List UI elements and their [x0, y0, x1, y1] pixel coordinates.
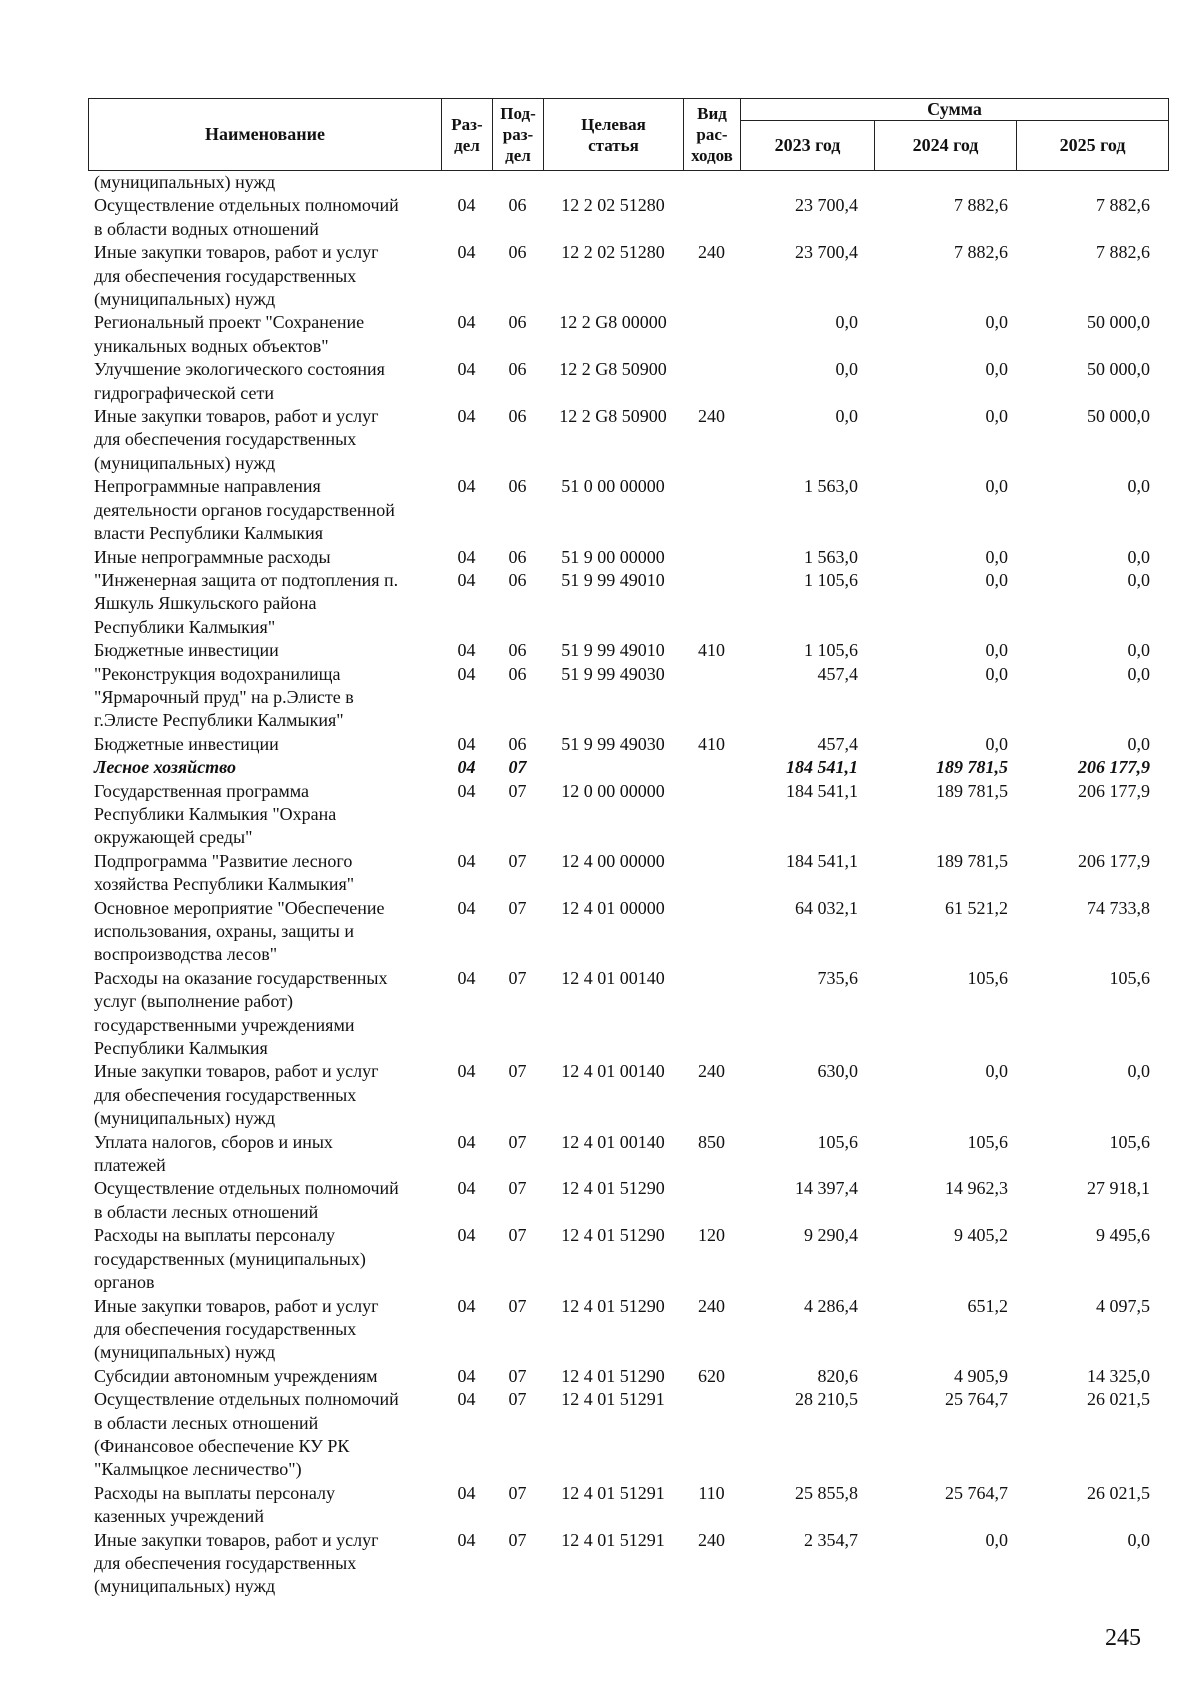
- cell-2023: 64 032,1: [795, 897, 858, 918]
- cell-2024: 651,2: [967, 1295, 1008, 1316]
- cell-podrazdel: 07: [508, 1295, 527, 1316]
- cell-tselevaya: 51 0 00 00000: [561, 476, 665, 497]
- cell-name-line: Субсидии автономным учреждениям: [94, 1365, 378, 1386]
- cell-podrazdel: 07: [508, 757, 527, 778]
- cell-tselevaya: 12 4 01 51290: [561, 1365, 665, 1386]
- cell-2025: 0,0: [1127, 1061, 1150, 1082]
- cell-name-line: Лесное хозяйство: [94, 757, 236, 778]
- cell-vid: 240: [698, 1529, 725, 1550]
- table-row: [88, 1177, 1168, 1224]
- cell-2025: 14 325,0: [1087, 1365, 1150, 1386]
- cell-name: [88, 1224, 441, 1294]
- cell-vid: 120: [698, 1225, 725, 1246]
- header-year-2023: 2023 год: [741, 121, 875, 171]
- cell-name-line: Яшкуль Яшкульского района: [94, 593, 317, 614]
- cell-name: [88, 1131, 441, 1178]
- cell-2024: 105,6: [967, 967, 1008, 988]
- cell-vid: 410: [698, 733, 725, 754]
- cell-name: [88, 1482, 441, 1529]
- cell-razdel: 04: [457, 757, 476, 778]
- table-row: [88, 475, 1168, 545]
- cell-2024: 7 882,6: [954, 242, 1008, 263]
- cell-podrazdel: 06: [508, 569, 527, 590]
- cell-name-line: Республики Калмыкия "Охрана: [94, 803, 337, 824]
- table-row: [88, 733, 1168, 756]
- cell-name-line: (муниципальных) нужд: [94, 1342, 276, 1363]
- cell-name-line: Расходы на оказание государственных: [94, 967, 388, 988]
- cell-podrazdel: 06: [508, 242, 527, 263]
- cell-2025: 9 495,6: [1096, 1225, 1150, 1246]
- cell-vid: 240: [698, 242, 725, 263]
- cell-podrazdel: 06: [508, 663, 527, 684]
- cell-razdel: 04: [457, 733, 476, 754]
- cell-tselevaya: 12 2 G8 50900: [559, 359, 667, 380]
- cell-2023: 0,0: [835, 312, 858, 333]
- header-tselevaya: [544, 99, 684, 171]
- cell-name-line: в области лесных отношений: [94, 1201, 319, 1222]
- cell-2025: 74 733,8: [1087, 897, 1150, 918]
- cell-2023: 735,6: [817, 967, 858, 988]
- table-row: [88, 358, 1168, 405]
- cell-2024: 0,0: [985, 359, 1008, 380]
- cell-name-line: Бюджетные инвестиции: [94, 640, 279, 661]
- cell-vid: 850: [698, 1131, 725, 1152]
- cell-tselevaya: 51 9 99 49010: [561, 640, 665, 661]
- cell-razdel: 04: [457, 476, 476, 497]
- cell-tselevaya: 12 4 01 51290: [561, 1225, 665, 1246]
- table-row: [88, 663, 1168, 733]
- cell-name: [88, 405, 441, 475]
- header-year-2025: 2025 год: [1017, 121, 1169, 171]
- table-row: [88, 897, 1168, 967]
- header-year-2024: 2024 год: [875, 121, 1017, 171]
- cell-podrazdel: 06: [508, 359, 527, 380]
- table-row: [88, 780, 1168, 850]
- cell-name-line: "Реконструкция водохранилища: [94, 663, 341, 684]
- cell-name-line: "Ярмарочный пруд" на р.Элисте в: [94, 686, 354, 707]
- cell-name-line: (муниципальных) нужд: [94, 1576, 276, 1597]
- cell-name: [88, 850, 441, 897]
- cell-razdel: 04: [457, 1365, 476, 1386]
- cell-2024: 0,0: [985, 476, 1008, 497]
- header-podrazdel-line: дел: [505, 146, 531, 165]
- cell-name-line: государственных (муниципальных): [94, 1248, 366, 1269]
- table-row: [88, 171, 1168, 194]
- cell-2023: 457,4: [817, 663, 858, 684]
- cell-razdel: 04: [457, 312, 476, 333]
- cell-name: [88, 194, 441, 241]
- cell-tselevaya: 12 4 01 51291: [561, 1389, 665, 1410]
- cell-2023: 457,4: [817, 733, 858, 754]
- cell-name-line: уникальных водных объектов": [94, 335, 329, 356]
- cell-podrazdel: 07: [508, 1389, 527, 1410]
- cell-name-line: Уплата налогов, сборов и иных: [94, 1131, 333, 1152]
- cell-razdel: 04: [457, 1178, 476, 1199]
- cell-tselevaya: 12 2 02 51280: [561, 242, 665, 263]
- cell-razdel: 04: [457, 1225, 476, 1246]
- table-row: [88, 546, 1168, 569]
- header-razdel-line: Раз-: [451, 114, 483, 134]
- cell-podrazdel: 07: [508, 1178, 527, 1199]
- cell-2023: 184 541,1: [786, 780, 858, 801]
- header-vid-line: ходов: [691, 146, 733, 165]
- cell-name-line: в области водных отношений: [94, 218, 319, 239]
- cell-2024: 0,0: [985, 312, 1008, 333]
- table-row: [88, 1529, 1168, 1599]
- table-row: [88, 1224, 1168, 1294]
- cell-name-line: услуг (выполнение работ): [94, 991, 293, 1012]
- cell-name: [88, 967, 441, 1061]
- table-row: [88, 756, 1168, 779]
- cell-name: [88, 1177, 441, 1224]
- cell-2023: 1 563,0: [804, 476, 858, 497]
- table-row: [88, 1131, 1168, 1178]
- cell-2024: 4 905,9: [954, 1365, 1008, 1386]
- cell-name-line: для обеспечения государственных: [94, 429, 357, 450]
- cell-name-line: воспроизводства лесов": [94, 944, 278, 965]
- header-tselevaya-line: Целевая: [581, 114, 646, 134]
- cell-name-line: органов: [94, 1272, 155, 1293]
- cell-2023: 105,6: [817, 1131, 858, 1152]
- cell-name-line: Осуществление отдельных полномочий: [94, 1178, 399, 1199]
- cell-name: [88, 1388, 441, 1482]
- table-row: [88, 1060, 1168, 1130]
- cell-2023: 28 210,5: [795, 1389, 858, 1410]
- cell-name-line: Иные закупки товаров, работ и услуг: [94, 1295, 379, 1316]
- cell-razdel: 04: [457, 1061, 476, 1082]
- cell-name-line: "Калмыцкое лесничество"): [94, 1459, 302, 1480]
- cell-name-line: Непрограммные направления: [94, 476, 321, 497]
- cell-name: [88, 780, 441, 850]
- cell-2024: 105,6: [967, 1131, 1008, 1152]
- cell-2025: 50 000,0: [1087, 312, 1150, 333]
- cell-2023: 23 700,4: [795, 195, 858, 216]
- cell-razdel: 04: [457, 1389, 476, 1410]
- cell-2024: 0,0: [985, 640, 1008, 661]
- cell-name-line: использования, охраны, защиты и: [94, 921, 354, 941]
- cell-2025: 26 021,5: [1087, 1482, 1150, 1503]
- cell-2023: 184 541,1: [786, 850, 858, 871]
- cell-2023: 630,0: [817, 1061, 858, 1082]
- cell-name-line: для обеспечения государственных: [94, 1318, 357, 1339]
- cell-razdel: 04: [457, 850, 476, 871]
- cell-2025: 0,0: [1127, 733, 1150, 754]
- cell-2023: 9 290,4: [804, 1225, 858, 1246]
- cell-2025: 0,0: [1127, 663, 1150, 684]
- table-row: [88, 569, 1168, 639]
- cell-name-line: Расходы на выплаты персоналу: [94, 1225, 335, 1246]
- cell-2025: 206 177,9: [1078, 850, 1150, 871]
- header-razdel: [442, 99, 493, 171]
- cell-name-line: Иные закупки товаров, работ и услуг: [94, 1529, 379, 1550]
- cell-name: [88, 569, 441, 639]
- cell-tselevaya: 12 4 01 00140: [561, 1061, 665, 1082]
- table-row: [88, 241, 1168, 311]
- cell-podrazdel: 07: [508, 1061, 527, 1082]
- cell-2024: 25 764,7: [945, 1482, 1008, 1503]
- cell-podrazdel: 06: [508, 406, 527, 427]
- cell-name-line: Региональный проект "Сохранение: [94, 312, 365, 333]
- cell-tselevaya: 12 2 G8 50900: [559, 406, 667, 427]
- cell-razdel: 04: [457, 359, 476, 380]
- cell-podrazdel: 07: [508, 1131, 527, 1152]
- cell-razdel: 04: [457, 1529, 476, 1550]
- cell-2025: 105,6: [1109, 967, 1150, 988]
- cell-name-line: г.Элисте Республики Калмыкия": [94, 710, 344, 731]
- cell-name-line: Улучшение экологического состояния: [94, 359, 385, 380]
- cell-vid: 620: [698, 1365, 725, 1386]
- table-row: [88, 1365, 1168, 1388]
- cell-name: [88, 311, 441, 358]
- cell-2025: 4 097,5: [1096, 1295, 1150, 1316]
- cell-name-line: (муниципальных) нужд: [94, 172, 276, 192]
- cell-2025: 27 918,1: [1087, 1178, 1150, 1199]
- cell-2023: 23 700,4: [795, 242, 858, 263]
- cell-name: [88, 1060, 441, 1130]
- cell-name-line: хозяйства Республики Калмыкия": [94, 874, 355, 895]
- cell-name-line: Осуществление отдельных полномочий: [94, 1389, 399, 1410]
- cell-name-line: (муниципальных) нужд: [94, 1108, 276, 1129]
- cell-name-line: в области лесных отношений: [94, 1412, 319, 1433]
- cell-razdel: 04: [457, 242, 476, 263]
- cell-tselevaya: 12 4 01 51290: [561, 1295, 665, 1316]
- table-row: [88, 311, 1168, 358]
- cell-name-line: (Финансовое обеспечение КУ РК: [94, 1435, 350, 1456]
- cell-razdel: 04: [457, 1131, 476, 1152]
- cell-vid: 110: [698, 1482, 725, 1503]
- cell-2024: 0,0: [985, 569, 1008, 590]
- cell-2025: 0,0: [1127, 1529, 1150, 1550]
- table-row: [88, 967, 1168, 1061]
- cell-name: [88, 546, 441, 569]
- cell-tselevaya: 12 4 01 00140: [561, 1131, 665, 1152]
- cell-name-line: "Инженерная защита от подтопления п.: [94, 569, 399, 590]
- cell-vid: 240: [698, 1061, 725, 1082]
- cell-2024: 0,0: [985, 1061, 1008, 1082]
- cell-name: [88, 756, 441, 779]
- cell-2023: 14 397,4: [795, 1178, 858, 1199]
- cell-name: [88, 1295, 441, 1365]
- cell-name: [88, 241, 441, 311]
- cell-2023: 1 105,6: [804, 569, 858, 590]
- cell-2023: 820,6: [817, 1365, 858, 1386]
- cell-name: [88, 897, 441, 967]
- cell-razdel: 04: [457, 546, 476, 567]
- header-vid-line: Вид: [697, 104, 727, 123]
- cell-podrazdel: 07: [508, 1225, 527, 1246]
- cell-tselevaya: 51 9 99 49030: [561, 663, 665, 684]
- cell-name-line: для обеспечения государственных: [94, 1552, 357, 1573]
- table-row: [88, 1295, 1168, 1365]
- cell-tselevaya: 12 2 G8 00000: [559, 312, 667, 333]
- cell-podrazdel: 07: [508, 897, 527, 918]
- cell-name-line: (муниципальных) нужд: [94, 452, 276, 473]
- cell-podrazdel: 06: [508, 640, 527, 661]
- cell-razdel: 04: [457, 663, 476, 684]
- cell-2025: 0,0: [1127, 546, 1150, 567]
- cell-razdel: 04: [457, 569, 476, 590]
- cell-vid: 410: [698, 640, 725, 661]
- cell-razdel: 04: [457, 195, 476, 216]
- cell-name-line: Бюджетные инвестиции: [94, 733, 279, 754]
- cell-2025: 105,6: [1109, 1131, 1150, 1152]
- cell-name-line: Расходы на выплаты персоналу: [94, 1482, 335, 1503]
- cell-vid: 240: [698, 1295, 725, 1316]
- cell-tselevaya: 12 4 01 51291: [561, 1529, 665, 1550]
- header-summa: Сумма: [741, 99, 1169, 121]
- header-vid-line: рас-: [696, 125, 728, 144]
- cell-name: [88, 171, 441, 194]
- cell-razdel: 04: [457, 640, 476, 661]
- cell-podrazdel: 07: [508, 967, 527, 988]
- cell-podrazdel: 06: [508, 733, 527, 754]
- cell-name-line: для обеспечения государственных: [94, 1084, 357, 1105]
- cell-2023: 25 855,8: [795, 1482, 858, 1503]
- cell-name-line: Осуществление отдельных полномочий: [94, 195, 399, 216]
- cell-2025: 7 882,6: [1096, 242, 1150, 263]
- cell-2023: 1 105,6: [804, 640, 858, 661]
- cell-podrazdel: 06: [508, 312, 527, 333]
- table-row: [88, 194, 1168, 241]
- cell-razdel: 04: [457, 967, 476, 988]
- cell-2024: 0,0: [985, 733, 1008, 754]
- cell-2024: 25 764,7: [945, 1389, 1008, 1410]
- cell-2025: 26 021,5: [1087, 1389, 1150, 1410]
- cell-2025: 0,0: [1127, 476, 1150, 497]
- cell-podrazdel: 06: [508, 546, 527, 567]
- cell-2025: 50 000,0: [1087, 359, 1150, 380]
- cell-tselevaya: 12 4 01 51291: [561, 1482, 665, 1503]
- table-row: [88, 1388, 1168, 1482]
- cell-tselevaya: 51 9 99 49010: [561, 569, 665, 590]
- table-row: [88, 850, 1168, 897]
- table-row: [88, 639, 1168, 662]
- cell-tselevaya: 12 4 01 51290: [561, 1178, 665, 1199]
- cell-tselevaya: 12 2 02 51280: [561, 195, 665, 216]
- cell-tselevaya: 12 0 00 00000: [561, 780, 665, 801]
- cell-name-line: окружающей среды": [94, 827, 253, 848]
- header-tselevaya-line: статья: [588, 135, 639, 155]
- cell-tselevaya: 51 9 00 00000: [561, 546, 665, 567]
- cell-podrazdel: 06: [508, 476, 527, 497]
- cell-tselevaya: 12 4 00 00000: [561, 850, 665, 871]
- cell-razdel: 04: [457, 1295, 476, 1316]
- cell-2023: 0,0: [835, 359, 858, 380]
- page-number: 245: [1105, 1625, 1141, 1651]
- header-name: Наименование: [89, 99, 442, 171]
- cell-tselevaya: 12 4 01 00000: [561, 897, 665, 918]
- cell-2023: 0,0: [835, 406, 858, 427]
- cell-name: [88, 639, 441, 662]
- table-row: [88, 1482, 1168, 1529]
- header-podrazdel-line: Под-: [500, 104, 536, 123]
- cell-name-line: Республики Калмыкия: [94, 1038, 268, 1059]
- cell-name-line: Иные закупки товаров, работ и услуг: [94, 1061, 379, 1082]
- cell-2024: 189 781,5: [936, 780, 1008, 801]
- cell-2024: 0,0: [985, 1529, 1008, 1550]
- cell-name-line: Иные закупки товаров, работ и услуг: [94, 242, 379, 263]
- cell-2025: 50 000,0: [1087, 406, 1150, 427]
- cell-podrazdel: 07: [508, 1365, 527, 1386]
- header-razdel-line: дел: [454, 135, 480, 155]
- cell-name-line: (муниципальных) нужд: [94, 289, 276, 310]
- cell-2024: 61 521,2: [945, 897, 1008, 918]
- header-podrazdel: [493, 99, 544, 171]
- cell-name-line: Основное мероприятие "Обеспечение: [94, 897, 385, 918]
- cell-name: [88, 358, 441, 405]
- cell-name-line: Государственная программа: [94, 780, 309, 801]
- cell-podrazdel: 07: [508, 780, 527, 801]
- cell-name-line: Иные закупки товаров, работ и услуг: [94, 406, 379, 427]
- cell-2024: 9 405,2: [954, 1225, 1008, 1246]
- cell-name-line: Республики Калмыкия": [94, 616, 276, 637]
- cell-2025: 206 177,9: [1078, 757, 1150, 778]
- cell-podrazdel: 07: [508, 850, 527, 871]
- cell-name-line: деятельности органов государственной: [94, 499, 395, 520]
- cell-2023: 1 563,0: [804, 546, 858, 567]
- cell-name-line: государственными учреждениями: [94, 1014, 355, 1035]
- table-body: [88, 171, 1168, 1599]
- cell-2025: 7 882,6: [1096, 195, 1150, 216]
- table-header: [88, 98, 1169, 171]
- cell-name-line: для обеспечения государственных: [94, 265, 357, 286]
- cell-name-line: Подпрограмма "Развитие лесного: [94, 850, 353, 871]
- cell-2024: 189 781,5: [936, 850, 1008, 871]
- cell-name: [88, 1365, 441, 1388]
- cell-vid: 240: [698, 406, 725, 427]
- cell-2025: 0,0: [1127, 569, 1150, 590]
- cell-name-line: казенных учреждений: [94, 1506, 264, 1527]
- cell-2023: 2 354,7: [804, 1529, 858, 1550]
- cell-razdel: 04: [457, 406, 476, 427]
- header-podrazdel-line: раз-: [502, 125, 534, 144]
- cell-2023: 4 286,4: [804, 1295, 858, 1316]
- cell-2024: 7 882,6: [954, 195, 1008, 216]
- cell-name-line: власти Республики Калмыкия: [94, 523, 324, 544]
- header-vid: [684, 99, 741, 171]
- cell-tselevaya: 51 9 99 49030: [561, 733, 665, 754]
- cell-name-line: гидрографической сети: [94, 382, 274, 403]
- cell-2023: 184 541,1: [786, 757, 858, 778]
- cell-2024: 0,0: [985, 546, 1008, 567]
- cell-podrazdel: 07: [508, 1529, 527, 1550]
- cell-2024: 189 781,5: [936, 757, 1008, 778]
- cell-name: [88, 475, 441, 545]
- cell-podrazdel: 06: [508, 195, 527, 216]
- cell-name: [88, 733, 441, 756]
- cell-2025: 0,0: [1127, 640, 1150, 661]
- cell-razdel: 04: [457, 897, 476, 918]
- cell-name: [88, 663, 441, 733]
- cell-2024: 0,0: [985, 406, 1008, 427]
- cell-name: [88, 1529, 441, 1599]
- cell-tselevaya: 12 4 01 00140: [561, 967, 665, 988]
- table-row: [88, 405, 1168, 475]
- cell-2024: 0,0: [985, 663, 1008, 684]
- cell-razdel: 04: [457, 780, 476, 801]
- cell-name-line: платежей: [94, 1155, 166, 1176]
- cell-2025: 206 177,9: [1078, 780, 1150, 801]
- cell-name-line: Иные непрограммные расходы: [94, 546, 331, 567]
- cell-2024: 14 962,3: [945, 1178, 1008, 1199]
- cell-razdel: 04: [457, 1482, 476, 1503]
- cell-podrazdel: 07: [508, 1482, 527, 1503]
